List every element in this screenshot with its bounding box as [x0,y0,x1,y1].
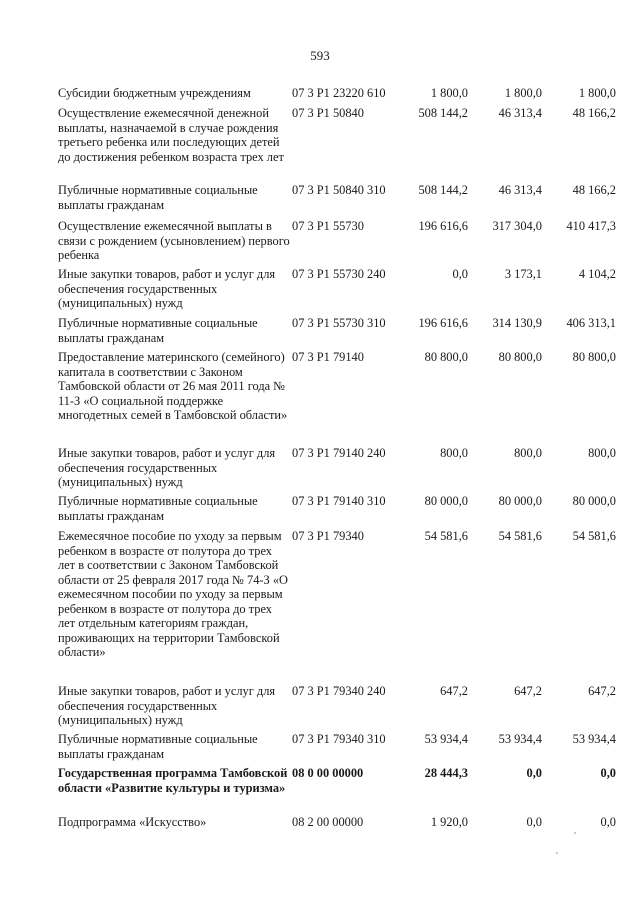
row-name: Публичные нормативные социальные выплаты гражданам [58,316,258,345]
row-value-1: 0,0 [452,267,468,281]
row-code: 07 3 P1 50840 310 [292,183,386,197]
row-value-1: 508 144,2 [418,106,468,120]
row-name: Предоставление материнского (семейного) капитала в соответствии с Законом Тамбовской области от 26 мая 2011 года № 11-З «О социальной поддержке многодетных семей в Тамбовской области» [58,350,288,422]
row-code: 07 3 P1 55730 [292,219,364,233]
row-code: 07 3 P1 55730 240 [292,267,386,281]
row-name: Иные закупки товаров, работ и услуг для обеспечения государственных (муниципальных) нужд [58,267,276,310]
row-value-3: 406 313,1 [566,316,616,330]
row-value-3: 54 581,6 [572,529,616,543]
row-value-2: 314 130,9 [492,316,542,330]
row-name: Публичные нормативные социальные выплаты гражданам [58,183,258,212]
row-value-1: 508 144,2 [418,183,468,197]
row-code: 07 3 P1 79340 240 [292,684,386,698]
row-value-2: 0,0 [526,815,542,829]
row-name: Осуществление ежемесячной выплаты в связи с рождением (усыновлением) первого ребенка [58,219,290,262]
row-code: 07 3 P1 23220 610 [292,86,386,100]
row-value-1: 1 800,0 [430,86,468,100]
row-value-3: 1 800,0 [578,86,616,100]
row-name: Субсидии бюджетным учреждениям [58,86,251,100]
row-value-3: 80 800,0 [572,350,616,364]
row-value-2: 46 313,4 [498,106,542,120]
row-code: 08 0 00 00000 [292,766,364,780]
row-value-1: 1 920,0 [430,815,468,829]
row-value-3: 4 104,2 [578,267,616,281]
row-code: 07 3 P1 50840 [292,106,364,120]
row-value-2: 0,0 [526,766,542,780]
row-name: Государственная программа Тамбовской области «Развитие культуры и туризма» [58,766,288,795]
row-name: Ежемесячное пособие по уходу за первым ребенком в возрасте от полутора до трех лет в соответствии с Законом Тамбовской области от 25 февраля 2017 года № 74-З «О ежемесячном пособии по уходу за первым ребенком в возрасте от полутора до трех лет отдельным категориям граждан, проживающих на территории Тамбовской области» [58,529,288,659]
row-value-3: 410 417,3 [566,219,616,233]
row-value-2: 80 800,0 [498,350,542,364]
row-value-3: 800,0 [588,446,616,460]
row-code: 07 3 P1 79140 [292,350,364,364]
row-value-2: 800,0 [514,446,542,460]
page-number: 593 [310,48,330,63]
scan-speck [556,852,558,854]
row-code: 07 3 P1 55730 310 [292,316,386,330]
row-name: Подпрограмма «Искусство» [58,815,207,829]
row-value-3: 48 166,2 [572,183,616,197]
row-value-2: 54 581,6 [498,529,542,543]
row-value-1: 196 616,6 [418,316,468,330]
row-value-2: 46 313,4 [498,183,542,197]
row-code: 08 2 00 00000 [292,815,364,829]
row-value-3: 48 166,2 [572,106,616,120]
row-value-2: 1 800,0 [504,86,542,100]
row-name: Иные закупки товаров, работ и услуг для обеспечения государственных (муниципальных) нужд [58,684,276,727]
row-value-1: 54 581,6 [424,529,468,543]
row-value-1: 53 934,4 [424,732,468,746]
row-value-1: 80 800,0 [424,350,468,364]
row-value-3: 647,2 [588,684,616,698]
row-value-2: 80 000,0 [498,494,542,508]
row-value-3: 80 000,0 [572,494,616,508]
row-name: Публичные нормативные социальные выплаты гражданам [58,732,258,761]
row-value-2: 53 934,4 [498,732,542,746]
row-value-1: 647,2 [440,684,468,698]
row-value-1: 28 444,3 [424,766,468,780]
row-value-2: 3 173,1 [504,267,542,281]
row-code: 07 3 P1 79340 310 [292,732,386,746]
row-code: 07 3 P1 79140 310 [292,494,386,508]
row-value-3: 53 934,4 [572,732,616,746]
row-value-1: 196 616,6 [418,219,468,233]
row-code: 07 3 P1 79340 [292,529,364,543]
row-value-2: 317 304,0 [492,219,542,233]
row-code: 07 3 P1 79140 240 [292,446,386,460]
row-value-1: 800,0 [440,446,468,460]
row-value-3: 0,0 [600,815,616,829]
row-value-1: 80 000,0 [424,494,468,508]
row-name: Иные закупки товаров, работ и услуг для обеспечения государственных (муниципальных) нужд [58,446,276,489]
row-value-3: 0,0 [600,766,616,780]
scan-speck [574,832,576,834]
row-value-2: 647,2 [514,684,542,698]
row-name: Публичные нормативные социальные выплаты гражданам [58,494,258,523]
row-name: Осуществление ежемесячной денежной выплаты, назначаемой в случае рождения третьего ребенка или последующих детей до достижения ребенком возраста трех лет [58,106,284,164]
